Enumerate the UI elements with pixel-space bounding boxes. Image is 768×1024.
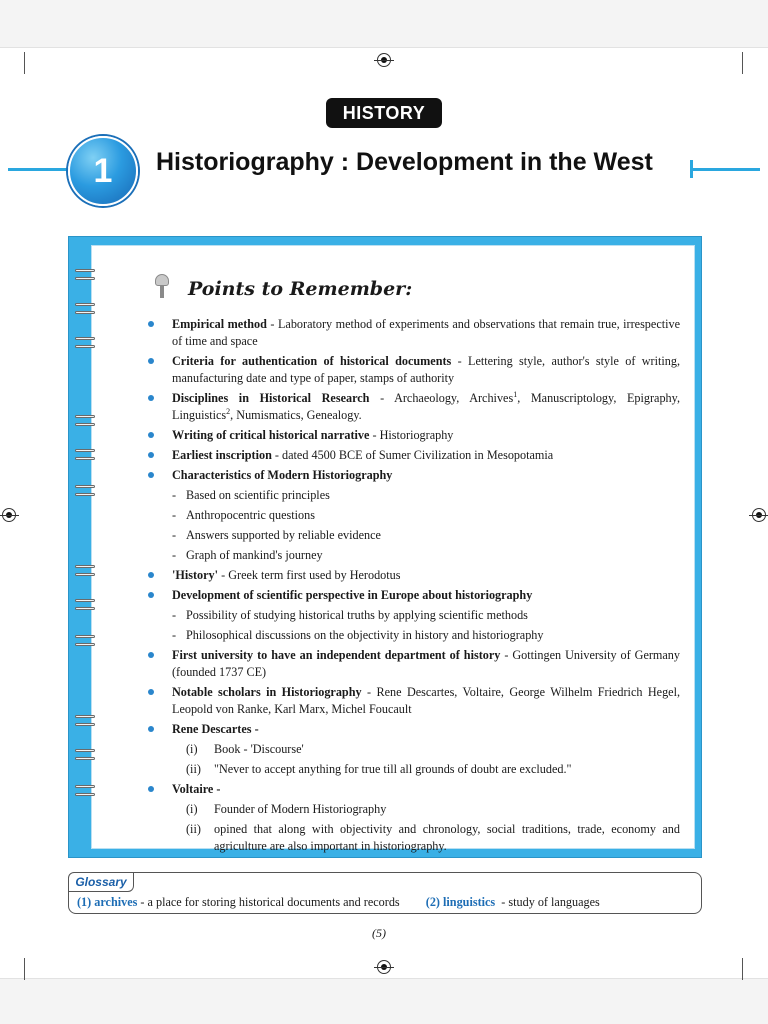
page-number: (5) xyxy=(372,926,386,940)
bottom-margin-strip xyxy=(0,978,768,1024)
bullet-icon xyxy=(148,689,154,695)
numbered-sub-item: (ii) opined that along with objectivity and chronology, social traditions, trade, economy and agriculture are also important in historiography. xyxy=(186,822,680,853)
spiral-ring-icon xyxy=(75,785,95,799)
chapter-number-badge: 1 xyxy=(68,136,138,206)
registration-mark-icon xyxy=(377,53,391,67)
crop-mark xyxy=(742,52,743,74)
list-item: Disciplines in Historical Research - Archaeology, Archives$^1$, Manuscriptology, Epigraphy, Linguistics$^2$, Numismatics, Genealogy. xyxy=(148,390,680,424)
numbered-sub-item: (i) Founder of Modern Historiography xyxy=(186,802,387,816)
bullet-icon xyxy=(148,652,154,658)
list-item: Earliest inscription - dated 4500 BCE of Sumer Civilization in Mesopotamia xyxy=(148,447,680,464)
sub-item: - Graph of mankind's journey xyxy=(172,548,323,562)
sub-item: - Answers supported by reliable evidence xyxy=(172,528,381,542)
chapter-title: Historiography : Development in the West xyxy=(156,148,653,176)
points-panel xyxy=(91,245,695,853)
spiral-ring-icon xyxy=(75,635,95,649)
points-list xyxy=(148,316,680,858)
subject-badge: HISTORY xyxy=(326,98,442,128)
registration-mark-icon xyxy=(2,508,16,522)
bullet-icon xyxy=(148,472,154,478)
points-title: Points to Remember: xyxy=(188,278,413,300)
list-item: First university to have an independent department of history - Gottingen University of Germany (founded 1737 CE) xyxy=(148,647,680,681)
bullet-icon xyxy=(148,452,154,458)
bullet-icon xyxy=(148,358,154,364)
glossary-definition: a place for storing historical documents and records xyxy=(147,895,400,909)
list-item: Voltaire - xyxy=(148,781,680,798)
crop-mark xyxy=(742,958,743,980)
spiral-ring-icon xyxy=(75,449,95,463)
spiral-ring-icon xyxy=(75,565,95,579)
bullet-icon xyxy=(148,592,154,598)
glossary-term: (2) linguistics xyxy=(425,895,496,909)
list-item: Empirical method - Laboratory method of experiments and observations that remain true, irrespective of time and space xyxy=(148,316,680,350)
glossary-definition: study of languages xyxy=(508,895,600,909)
sub-item: - Philosophical discussions on the objectivity in history and historiography xyxy=(172,628,544,642)
glossary-term: (1) archives xyxy=(77,895,138,909)
crop-mark xyxy=(24,52,25,74)
spiral-ring-icon xyxy=(75,269,95,283)
lightbulb-icon xyxy=(152,274,172,298)
list-item: Rene Descartes - xyxy=(148,721,680,738)
sub-item: - Based on scientific principles xyxy=(172,488,330,502)
title-rule-right xyxy=(692,168,760,171)
spiral-ring-icon xyxy=(75,599,95,613)
bullet-icon xyxy=(148,726,154,732)
sub-item: - Anthropocentric questions xyxy=(172,508,315,522)
bullet-icon xyxy=(148,321,154,327)
glossary-box xyxy=(68,872,702,914)
glossary-entries: (1) archives - a place for storing historical documents and records (2) linguistics - study of languages xyxy=(77,895,600,909)
spiral-ring-icon xyxy=(75,415,95,429)
points-to-remember-box xyxy=(68,236,702,858)
list-item: Development of scientific perspective in Europe about historiography xyxy=(148,587,680,604)
list-item: Writing of critical historical narrative - Historiography xyxy=(148,427,680,444)
spiral-ring-icon xyxy=(75,337,95,351)
spiral-ring-icon xyxy=(75,303,95,317)
bullet-icon xyxy=(148,395,154,401)
spiral-ring-icon xyxy=(75,715,95,729)
spiral-ring-icon xyxy=(75,485,95,499)
glossary-title: Glossary xyxy=(68,872,134,892)
numbered-sub-item: (ii) "Never to accept anything for true till all grounds of doubt are excluded." xyxy=(186,762,572,776)
top-margin-strip xyxy=(0,0,768,48)
numbered-sub-item: (i) Book - 'Discourse' xyxy=(186,742,304,756)
bullet-icon xyxy=(148,432,154,438)
sub-item: - Possibility of studying historical truths by applying scientific methods xyxy=(172,608,528,622)
registration-mark-icon xyxy=(752,508,766,522)
list-item: 'History' - Greek term first used by Herodotus xyxy=(148,567,680,584)
bullet-icon xyxy=(148,786,154,792)
list-item: Characteristics of Modern Historiography xyxy=(148,467,680,484)
registration-mark-icon xyxy=(377,960,391,974)
list-item: Notable scholars in Historiography - Rene Descartes, Voltaire, George Wilhelm Friedrich Hegel, Leopold von Ranke, Karl Marx, Michel Foucault xyxy=(148,684,680,718)
bullet-icon xyxy=(148,572,154,578)
spiral-ring-icon xyxy=(75,749,95,763)
list-item: Criteria for authentication of historical documents - Lettering style, author's style of writing, manufacturing date and type of paper, stamps of authority xyxy=(148,353,680,387)
crop-mark xyxy=(24,958,25,980)
